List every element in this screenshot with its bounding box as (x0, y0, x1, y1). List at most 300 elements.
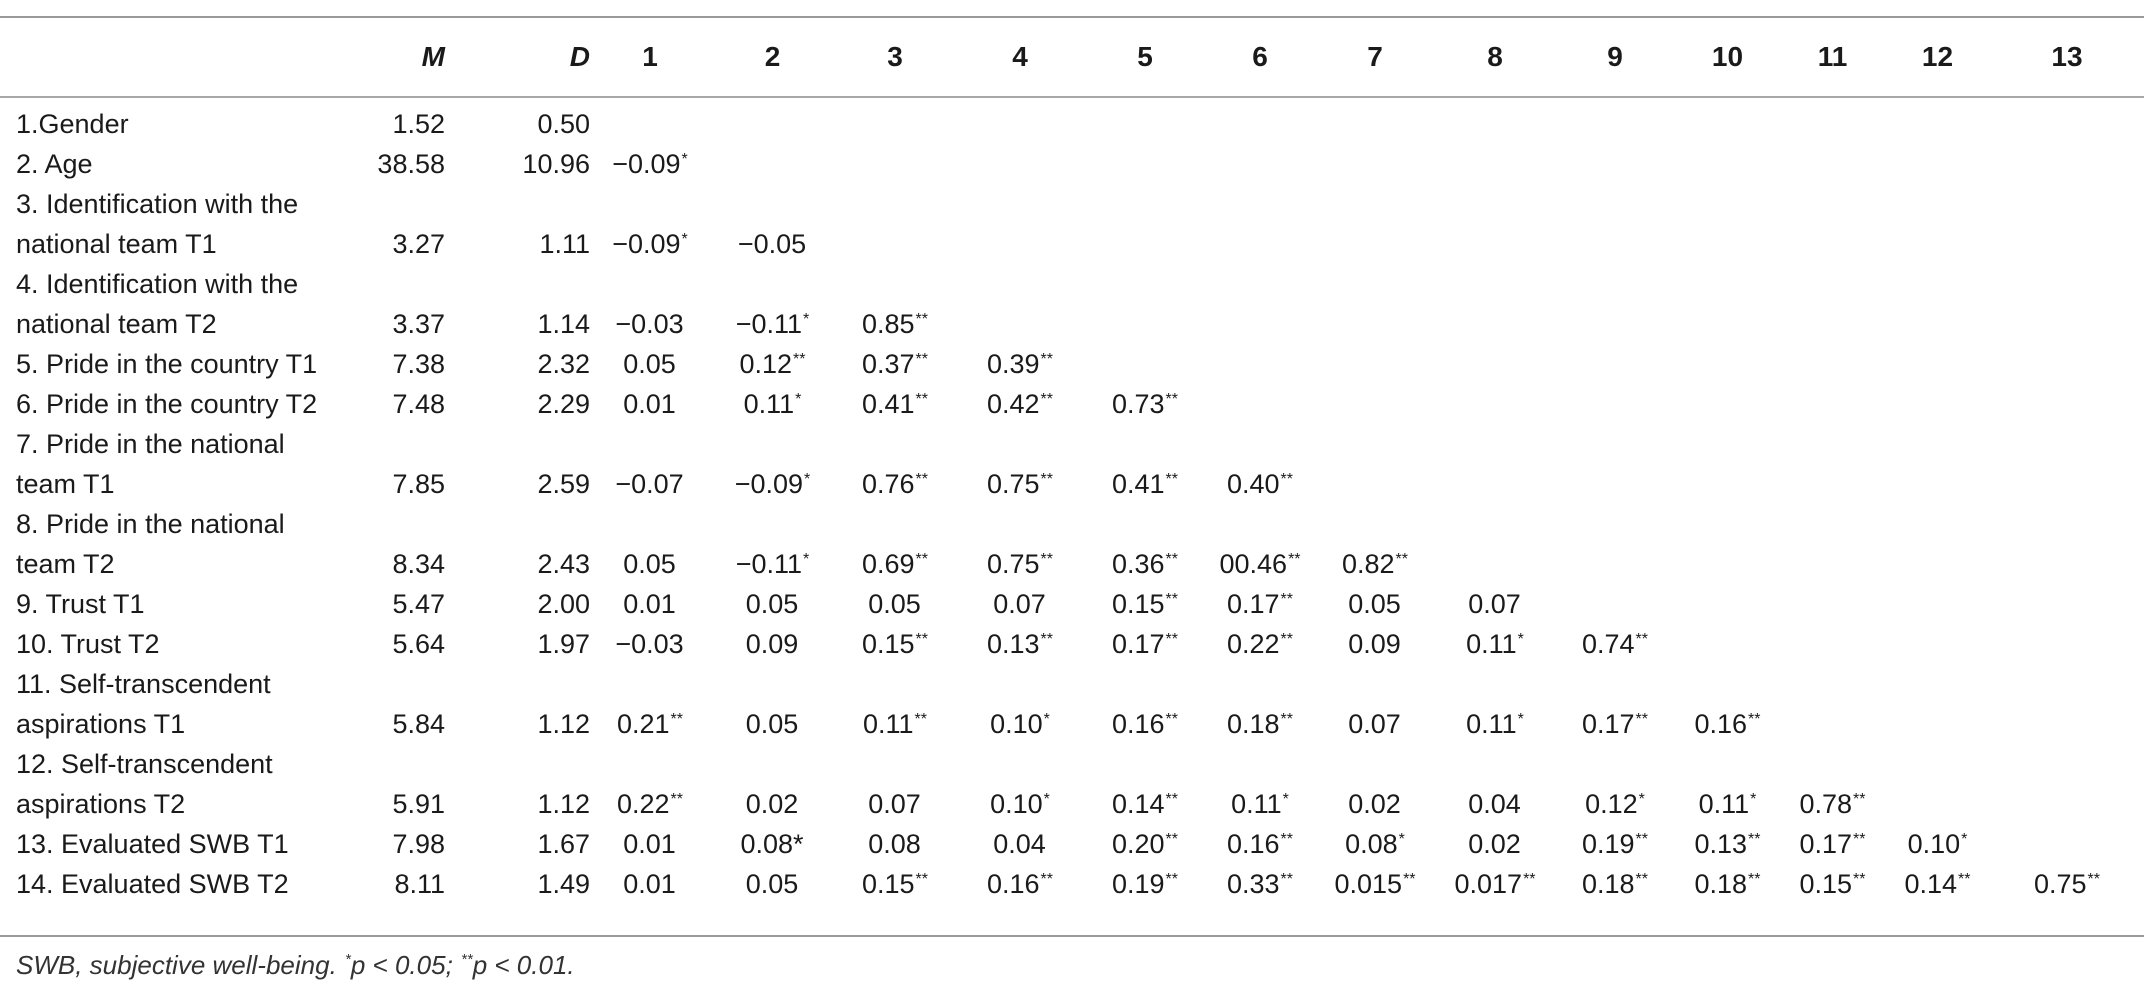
correlation-cell (1675, 584, 1780, 624)
significance-mark: ** (915, 470, 928, 488)
correlation-cell (835, 504, 955, 544)
mean-cell (355, 424, 445, 464)
correlation-value: 0.10 (990, 788, 1043, 819)
mean-cell: 8.34 (392, 548, 445, 579)
correlation-cell (1675, 264, 1780, 304)
correlation-value: 0.16 (986, 868, 1040, 899)
sd-cell: 1.67 (537, 828, 590, 859)
correlation-cell (1675, 744, 1780, 784)
mean-cell: 5.47 (392, 588, 445, 619)
correlation-cell (1315, 744, 1435, 784)
correlation-cell (955, 384, 1085, 424)
table-row (0, 624, 2144, 664)
correlation-cell (1085, 184, 1205, 224)
correlation-cell (1675, 144, 1780, 184)
sd-cell (445, 424, 590, 464)
correlation-cell (955, 104, 1085, 144)
correlation-cell (1780, 504, 1885, 544)
correlation-cell (1085, 704, 1205, 744)
correlation-value: 0.33 (1226, 868, 1280, 899)
correlation-value: 0.04 (993, 828, 1046, 859)
correlation-cell (1435, 624, 1555, 664)
correlation-value: 0.02 (1348, 788, 1401, 819)
correlation-value: 0.40 (1226, 468, 1280, 499)
table-row (0, 864, 2144, 904)
significance-mark: ** (1280, 870, 1293, 888)
correlation-cell (1315, 384, 1435, 424)
sd-cell: 1.12 (537, 708, 590, 739)
significance-mark: ** (1040, 870, 1053, 888)
significance-mark: * (681, 230, 688, 248)
mean-cell: 8.11 (394, 868, 445, 899)
correlation-value: 0.01 (623, 388, 676, 419)
correlation-value: 0.20 (1111, 828, 1165, 859)
footnote-sig2-mark: ** (461, 951, 473, 968)
correlation-cell (1435, 144, 1555, 184)
correlation-cell (1205, 504, 1315, 544)
row-label: 5. Pride in the country T1 (16, 348, 318, 379)
significance-mark: * (804, 470, 811, 488)
correlation-value: 0.05 (623, 548, 676, 579)
correlation-cell (1435, 224, 1555, 264)
correlation-cell (1990, 304, 2144, 344)
correlation-cell (1990, 624, 2144, 664)
correlation-cell (590, 704, 710, 744)
correlation-cell (710, 544, 835, 584)
correlation-cell (1780, 704, 1885, 744)
correlation-cell (1780, 584, 1885, 624)
correlation-cell (1085, 784, 1205, 824)
correlation-cell (590, 744, 710, 784)
significance-mark: * (1638, 790, 1645, 808)
correlation-cell (590, 304, 710, 344)
correlation-value: 00.46 (1219, 548, 1288, 579)
correlation-cell (710, 344, 835, 384)
correlation-cell (1780, 464, 1885, 504)
correlation-cell (1885, 544, 1990, 584)
correlation-cell (1315, 304, 1435, 344)
row-label: 9. Trust T1 (16, 588, 145, 619)
correlation-cell (1990, 864, 2144, 904)
correlation-cell (1555, 824, 1675, 864)
correlation-cell (1675, 464, 1780, 504)
correlation-cell (1555, 104, 1675, 144)
correlation-value: 0.04 (1468, 788, 1521, 819)
correlation-cell (1205, 384, 1315, 424)
significance-mark: ** (1288, 550, 1301, 568)
significance-mark: ** (1748, 710, 1761, 728)
header-cell: M (421, 41, 445, 72)
significance-mark: ** (1748, 830, 1761, 848)
correlation-cell (1990, 704, 2144, 744)
correlation-value: 0.18 (1581, 868, 1635, 899)
correlation-cell (1315, 424, 1435, 464)
significance-mark: ** (915, 870, 928, 888)
correlation-cell (590, 504, 710, 544)
correlation-value: 0.05 (623, 348, 676, 379)
correlation-cell (1555, 864, 1675, 904)
correlation-cell (1555, 784, 1675, 824)
correlation-cell (1990, 504, 2144, 544)
correlation-value: 0.13 (1694, 828, 1748, 859)
correlation-cell (590, 144, 710, 184)
row-label: 14. Evaluated SWB T2 (16, 868, 289, 899)
table-row (0, 384, 2144, 424)
correlation-value: 0.16 (1111, 708, 1165, 739)
correlation-value: 0.85 (861, 308, 915, 339)
correlation-cell (1085, 584, 1205, 624)
correlation-cell (1435, 864, 1555, 904)
significance-mark: ** (1280, 590, 1293, 608)
sd-cell: 2.00 (537, 588, 590, 619)
correlation-cell (1435, 704, 1555, 744)
correlation-cell (1435, 784, 1555, 824)
correlation-value: 0.05 (745, 588, 799, 619)
correlation-cell (1555, 224, 1675, 264)
correlation-value: 0.14 (1111, 788, 1165, 819)
significance-mark: ** (670, 710, 683, 728)
header-cell: 13 (2051, 41, 2083, 72)
row-label: 6. Pride in the country T2 (16, 388, 318, 419)
correlation-cell (1885, 744, 1990, 784)
correlation-cell (1885, 824, 1990, 864)
correlation-cell (955, 344, 1085, 384)
significance-mark: ** (1853, 790, 1866, 808)
correlation-cell (1990, 424, 2144, 464)
correlation-cell (835, 264, 955, 304)
correlation-cell (1885, 584, 1990, 624)
row-label: 8. Pride in the national (16, 508, 285, 539)
correlation-cell (1315, 864, 1435, 904)
sd-cell (445, 504, 590, 544)
row-label: 1.Gender (16, 108, 129, 139)
footnote-sig1-mark: * (345, 951, 351, 968)
sd-cell (445, 184, 590, 224)
significance-mark: ** (1165, 710, 1178, 728)
correlation-cell (590, 664, 710, 704)
correlation-value: 0.75 (2033, 868, 2087, 899)
correlation-cell (1780, 824, 1885, 864)
correlation-cell (1675, 424, 1780, 464)
correlation-cell (835, 864, 955, 904)
correlation-value: 0.18 (1694, 868, 1748, 899)
correlation-cell (1555, 544, 1675, 584)
correlation-cell (1315, 784, 1435, 824)
sd-cell: 1.11 (539, 228, 590, 259)
row-label: 7. Pride in the national (16, 428, 285, 459)
significance-mark: ** (1395, 550, 1408, 568)
spacer-row (0, 86, 2144, 104)
significance-mark: ** (1635, 710, 1648, 728)
significance-mark: * (795, 390, 802, 408)
table-row (0, 224, 2144, 264)
sd-cell: 2.29 (537, 388, 590, 419)
correlation-cell (955, 864, 1085, 904)
significance-mark: ** (915, 630, 928, 648)
correlation-cell (1990, 264, 2144, 304)
correlation-cell (955, 664, 1085, 704)
correlation-cell (710, 224, 835, 264)
correlation-cell (1885, 424, 1990, 464)
significance-mark: ** (1165, 630, 1178, 648)
correlation-value: 0.36 (1111, 548, 1165, 579)
correlation-cell (955, 744, 1085, 784)
significance-mark: * (1517, 710, 1524, 728)
row-label: aspirations T2 (16, 788, 186, 819)
correlation-cell (590, 864, 710, 904)
mean-cell: 5.64 (392, 628, 445, 659)
row-label: 11. Self-transcendent (16, 668, 271, 699)
correlation-value: 0.11 (863, 708, 914, 739)
correlation-cell (1990, 224, 2144, 264)
correlation-cell (1085, 664, 1205, 704)
mean-cell: 7.38 (392, 348, 445, 379)
table-row (0, 664, 2144, 704)
table-row (0, 184, 2144, 224)
correlation-cell (1085, 144, 1205, 184)
correlation-cell (1780, 344, 1885, 384)
correlation-value: 0.02 (745, 788, 799, 819)
correlation-cell (1885, 344, 1990, 384)
correlation-cell (1555, 664, 1675, 704)
correlation-cell (1085, 824, 1205, 864)
correlation-cell (1780, 304, 1885, 344)
table-row (0, 744, 2144, 784)
sd-cell: 1.14 (537, 308, 590, 339)
correlation-cell (1885, 224, 1990, 264)
correlation-cell (710, 144, 835, 184)
significance-mark: ** (1165, 870, 1178, 888)
mean-cell (355, 744, 445, 784)
correlation-cell (590, 584, 710, 624)
correlation-cell (835, 144, 955, 184)
correlation-cell (1315, 264, 1435, 304)
correlation-value: 0.19 (1581, 828, 1635, 859)
significance-mark: ** (1040, 350, 1053, 368)
table-row (0, 584, 2144, 624)
correlation-cell (1435, 424, 1555, 464)
correlation-cell (1085, 224, 1205, 264)
correlation-cell (1780, 384, 1885, 424)
correlation-cell (710, 264, 835, 304)
table-row (0, 104, 2144, 144)
correlation-value: 0.15 (1799, 868, 1853, 899)
significance-mark: * (803, 310, 810, 328)
correlation-cell (1990, 344, 2144, 384)
header-cell: 5 (1137, 41, 1153, 72)
correlation-cell (1205, 704, 1315, 744)
significance-mark: ** (1853, 830, 1866, 848)
significance-mark: * (803, 550, 810, 568)
significance-mark: ** (1165, 590, 1178, 608)
correlation-cell (1885, 264, 1990, 304)
correlation-cell (1435, 384, 1555, 424)
correlation-value: 0.13 (986, 628, 1040, 659)
correlation-value: 0.05 (868, 588, 921, 619)
correlation-cell (835, 704, 955, 744)
correlation-cell (955, 624, 1085, 664)
table-row (0, 544, 2144, 584)
correlation-value: −0.03 (615, 628, 684, 659)
correlation-cell (710, 744, 835, 784)
correlation-cell (1675, 504, 1780, 544)
correlation-cell (1675, 104, 1780, 144)
correlation-cell (590, 464, 710, 504)
significance-mark: ** (1165, 470, 1178, 488)
correlation-cell (710, 784, 835, 824)
correlation-value: 0.017 (1454, 868, 1523, 899)
correlation-cell (1205, 864, 1315, 904)
correlation-cell (1085, 464, 1205, 504)
significance-mark: * (1961, 830, 1968, 848)
row-label: team T1 (16, 468, 115, 499)
sd-cell: 2.59 (537, 468, 590, 499)
correlation-cell (1205, 144, 1315, 184)
correlation-cell (1780, 864, 1885, 904)
correlation-cell (1205, 344, 1315, 384)
correlation-cell (1315, 664, 1435, 704)
correlation-value: 0.76 (861, 468, 915, 499)
mean-cell: 5.84 (392, 708, 445, 739)
correlation-cell (710, 424, 835, 464)
table-row (0, 704, 2144, 744)
correlation-cell (955, 424, 1085, 464)
correlation-cell (1315, 504, 1435, 544)
header-cell: 4 (1012, 41, 1028, 72)
significance-mark: ** (915, 310, 928, 328)
sd-cell (445, 744, 590, 784)
correlation-cell (1205, 264, 1315, 304)
correlation-cell (1990, 104, 2144, 144)
correlation-value: 0.07 (993, 588, 1046, 619)
table-top-rule (0, 16, 2144, 18)
row-label: 4. Identification with the (16, 268, 299, 299)
correlation-value: −0.09 (612, 228, 681, 259)
significance-mark: ** (2087, 870, 2100, 888)
mean-cell: 1.52 (392, 108, 445, 139)
header-cell: 3 (887, 41, 903, 72)
correlation-value: 0.10 (990, 708, 1043, 739)
correlation-cell (1435, 584, 1555, 624)
correlation-cell (1780, 184, 1885, 224)
correlation-value: 0.11 (1466, 628, 1517, 659)
row-label: 3. Identification with the (16, 188, 299, 219)
header-cell: 1 (642, 41, 658, 72)
correlation-value: 0.08 (1345, 828, 1398, 859)
correlation-cell (710, 824, 835, 864)
correlation-cell (835, 624, 955, 664)
significance-mark: ** (915, 550, 928, 568)
mean-cell (355, 264, 445, 304)
significance-mark: * (1517, 630, 1524, 648)
correlation-cell (1555, 184, 1675, 224)
correlation-value: −0.09 (734, 468, 804, 499)
sd-cell (445, 264, 590, 304)
correlation-cell (710, 384, 835, 424)
correlation-value: 0.17 (1111, 628, 1165, 659)
correlation-value: 0.12 (739, 348, 793, 379)
correlation-value: 0.18 (1226, 708, 1280, 739)
significance-mark: ** (1040, 550, 1053, 568)
correlation-value: 0.21 (616, 708, 670, 739)
significance-mark: ** (793, 350, 806, 368)
correlation-cell (1675, 664, 1780, 704)
correlation-cell (1435, 744, 1555, 784)
correlation-cell (955, 504, 1085, 544)
sd-cell: 1.12 (537, 788, 590, 819)
significance-mark: * (1043, 710, 1050, 728)
correlation-value: 0.12 (1585, 788, 1638, 819)
correlation-cell (835, 304, 955, 344)
sd-cell (445, 664, 590, 704)
mean-cell: 5.91 (392, 788, 445, 819)
correlation-cell (1885, 384, 1990, 424)
correlation-cell (1435, 664, 1555, 704)
correlation-cell (590, 224, 710, 264)
correlation-value: 0.07 (868, 788, 921, 819)
correlation-cell (1885, 624, 1990, 664)
correlation-value: 0.75 (986, 468, 1040, 499)
correlation-value: 0.10 (1907, 828, 1961, 859)
correlation-cell (1990, 784, 2144, 824)
table-row (0, 144, 2144, 184)
correlation-value: 0.19 (1111, 868, 1165, 899)
correlation-cell (710, 304, 835, 344)
significance-mark: ** (1403, 870, 1416, 888)
table-row (0, 264, 2144, 304)
correlation-value: 0.17 (1226, 588, 1280, 619)
correlation-value: 0.42 (986, 388, 1040, 419)
correlation-cell (1990, 464, 2144, 504)
correlation-value: 0.73 (1111, 388, 1165, 419)
correlation-cell (1205, 304, 1315, 344)
correlation-cell (835, 824, 955, 864)
correlation-cell (1675, 184, 1780, 224)
correlation-cell (1555, 264, 1675, 304)
correlation-value: 0.11 (1466, 708, 1517, 739)
correlation-cell (1780, 104, 1885, 144)
correlation-value: 0.15 (1111, 588, 1165, 619)
correlation-value: 0.11 (743, 388, 795, 419)
correlation-value: 0.015 (1334, 868, 1403, 899)
correlation-cell (1555, 504, 1675, 544)
correlation-cell (1885, 304, 1990, 344)
correlation-cell (1780, 224, 1885, 264)
correlation-cell (1085, 744, 1205, 784)
correlation-cell (1315, 224, 1435, 264)
significance-mark: ** (1165, 790, 1178, 808)
sd-cell: 0.50 (537, 108, 590, 139)
correlation-cell (590, 184, 710, 224)
correlation-cell (955, 584, 1085, 624)
correlation-value: 0.82 (1341, 548, 1395, 579)
correlation-cell (1990, 384, 2144, 424)
correlation-cell (1315, 544, 1435, 584)
correlation-cell (835, 464, 955, 504)
correlation-cell (835, 424, 955, 464)
significance-mark: ** (915, 350, 928, 368)
correlation-cell (955, 784, 1085, 824)
correlation-cell (1990, 824, 2144, 864)
correlation-value: 0.01 (623, 828, 676, 859)
mean-cell: 3.37 (392, 308, 445, 339)
correlation-table (0, 28, 2144, 904)
correlation-cell (1435, 264, 1555, 304)
correlation-cell (1315, 464, 1435, 504)
correlation-cell (1315, 144, 1435, 184)
correlation-cell (1435, 544, 1555, 584)
header-cell: 8 (1487, 41, 1503, 72)
